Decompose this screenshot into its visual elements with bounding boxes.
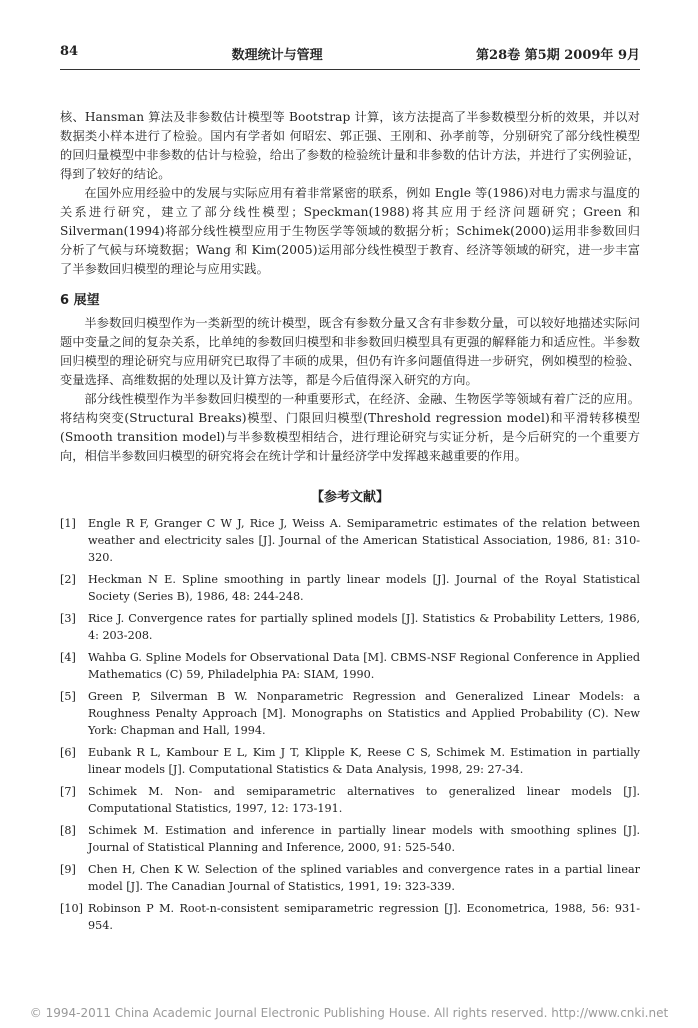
reference-number: [8] bbox=[60, 824, 76, 837]
section-title: 6 展望 bbox=[60, 293, 100, 308]
paragraph-outlook-2: 部分线性模型作为半参数回归模型的一种重要形式，在经济、金融、生物医学等领域有着广泛的应用。将结构突变(Structural Breaks)模型、门限回归模型(Threshold regression model)和平滑转移模型(Smooth transition model)与半参数模型相结合，进行理论研究与实证分析，是今后研究的一个重要方向，相信半参数回归模型的研究将会在统计学和计量经济学中发挥越来越重要的作用。 bbox=[60, 392, 640, 463]
reference-text: Heckman N E. Spline smoothing in partly linear models [J]. Journal of the Royal Statistical Society (Series B), 1986, 48: 244-248. bbox=[88, 573, 640, 603]
reference-item bbox=[60, 515, 640, 566]
reference-text: Eubank R L, Kambour E L, Kim J T, Klipple K, Reese C S, Schimek M. Estimation in partially linear models [J]. Computational Statistics & Data Analysis, 1998, 29: 27-34. bbox=[88, 746, 640, 776]
reference-number: [3] bbox=[60, 612, 76, 625]
reference-number: [10] bbox=[60, 902, 83, 915]
paragraph-continued: 核、Hansman 算法及非参数估计模型等 Bootstrap 计算，该方法提高了半参数模型分析的效果，并以对数据类小样本进行了检验。国内有学者如 何昭宏、郭正强、王刚和、孙孝前等，分别研究了部分线性模型的回归量模型中非参数的估计与检验，给出了参数的检验统计量和非参数的估计方法，并进行了实例验证，得到了较好的结论。 bbox=[60, 110, 640, 181]
reference-number: [1] bbox=[60, 517, 76, 530]
journal-page bbox=[60, 44, 640, 939]
reference-text: Engle R F, Granger C W J, Rice J, Weiss A. Semiparametric estimates of the relation between weather and electricity sales [J]. Journal of the American Statistical Association, 1986, 81: 310-320. bbox=[88, 517, 640, 564]
reference-text: Robinson P M. Root-n-consistent semiparametric regression [J]. Econometrica, 1988, 56: 931-954. bbox=[88, 902, 640, 932]
paragraph-outlook-1: 半参数回归模型作为一类新型的统计模型，既含有参数分量又含有非参数分量，可以较好地描述实际问题中变量之间的复杂关系，比单纯的参数回归模型和非参数回归模型具有更强的解释能力和适应性。半参数回归模型的理论研究与应用研究已取得了丰硕的成果，但仍有许多问题值得进一步研究，例如模型的检验、变量选择、高维数据的处理以及计算方法等，都是今后值得深入研究的方向。 bbox=[60, 316, 640, 387]
reference-number: [7] bbox=[60, 785, 76, 798]
reference-text: Wahba G. Spline Models for Observational Data [M]. CBMS-NSF Regional Conference in Applied Mathematics (C) 59, Philadelphia PA: SIAM, 1990. bbox=[88, 651, 640, 681]
journal-title: 数理统计与管理 bbox=[231, 48, 323, 63]
reference-text: Rice J. Convergence rates for partially splined models [J]. Statistics & Probability Letters, 1986, 4: 203-208. bbox=[88, 612, 640, 642]
reference-item bbox=[60, 861, 640, 895]
reference-item bbox=[60, 610, 640, 644]
reference-item bbox=[60, 649, 640, 683]
reference-number: [5] bbox=[60, 690, 76, 703]
paragraph-applications: 在国外应用经验中的发展与实际应用有着非常紧密的联系，例如 Engle 等(1986)对电力需求与温度的关系进行研究，建立了部分线性模型；Speckman(1988)将其应用于经济问题研究；Green 和 Silverman(1994)将部分线性模型应用于生物医学等领域的数据分析；Schimek(2000)运用非参数回归分析了气候与环境数据；Wang 和 Kim(2005)运用部分线性模型于教育、经济等领域的研究，进一步丰富了半参数回归模型的理论与应用实践。 bbox=[60, 186, 640, 276]
reference-text: Chen H, Chen K W. Selection of the splined variables and convergence rates in a partial linear model [J]. The Canadian Journal of Statistics, 1991, 19: 323-339. bbox=[88, 863, 640, 893]
running-header bbox=[60, 44, 640, 70]
reference-item bbox=[60, 900, 640, 934]
reference-item bbox=[60, 571, 640, 605]
reference-number: [2] bbox=[60, 573, 76, 586]
reference-number: [9] bbox=[60, 863, 76, 876]
reference-item bbox=[60, 783, 640, 817]
reference-number: [4] bbox=[60, 651, 76, 664]
reference-item bbox=[60, 822, 640, 856]
reference-item bbox=[60, 688, 640, 739]
references-heading: 【参考文献】 bbox=[310, 490, 389, 505]
reference-list bbox=[60, 515, 640, 934]
reference-text: Schimek M. Estimation and inference in partially linear models with smoothing splines [J]. Journal of Statistical Planning and Inference, 2000, 91: 525-540. bbox=[88, 824, 640, 854]
issue-info: 第28卷 第5期 2009年 9月 bbox=[476, 48, 640, 63]
reference-item bbox=[60, 744, 640, 778]
page-number: 84 bbox=[60, 44, 79, 59]
copyright-footer: © 1994-2011 China Academic Journal Electronic Publishing House. All rights reserved. http://www.cnki.net bbox=[29, 1006, 669, 1020]
reference-text: Schimek M. Non- and semiparametric alternatives to generalized linear models [J]. Computational Statistics, 1997, 12: 173-191. bbox=[88, 785, 640, 815]
reference-number: [6] bbox=[60, 746, 76, 759]
reference-text: Green P, Silverman B W. Nonparametric Regression and Generalized Linear Models: a Roughness Penalty Approach [M]. Monographs on Statistics and Applied Probability (C). New York: Chapman and Hall, 1994. bbox=[88, 690, 640, 737]
